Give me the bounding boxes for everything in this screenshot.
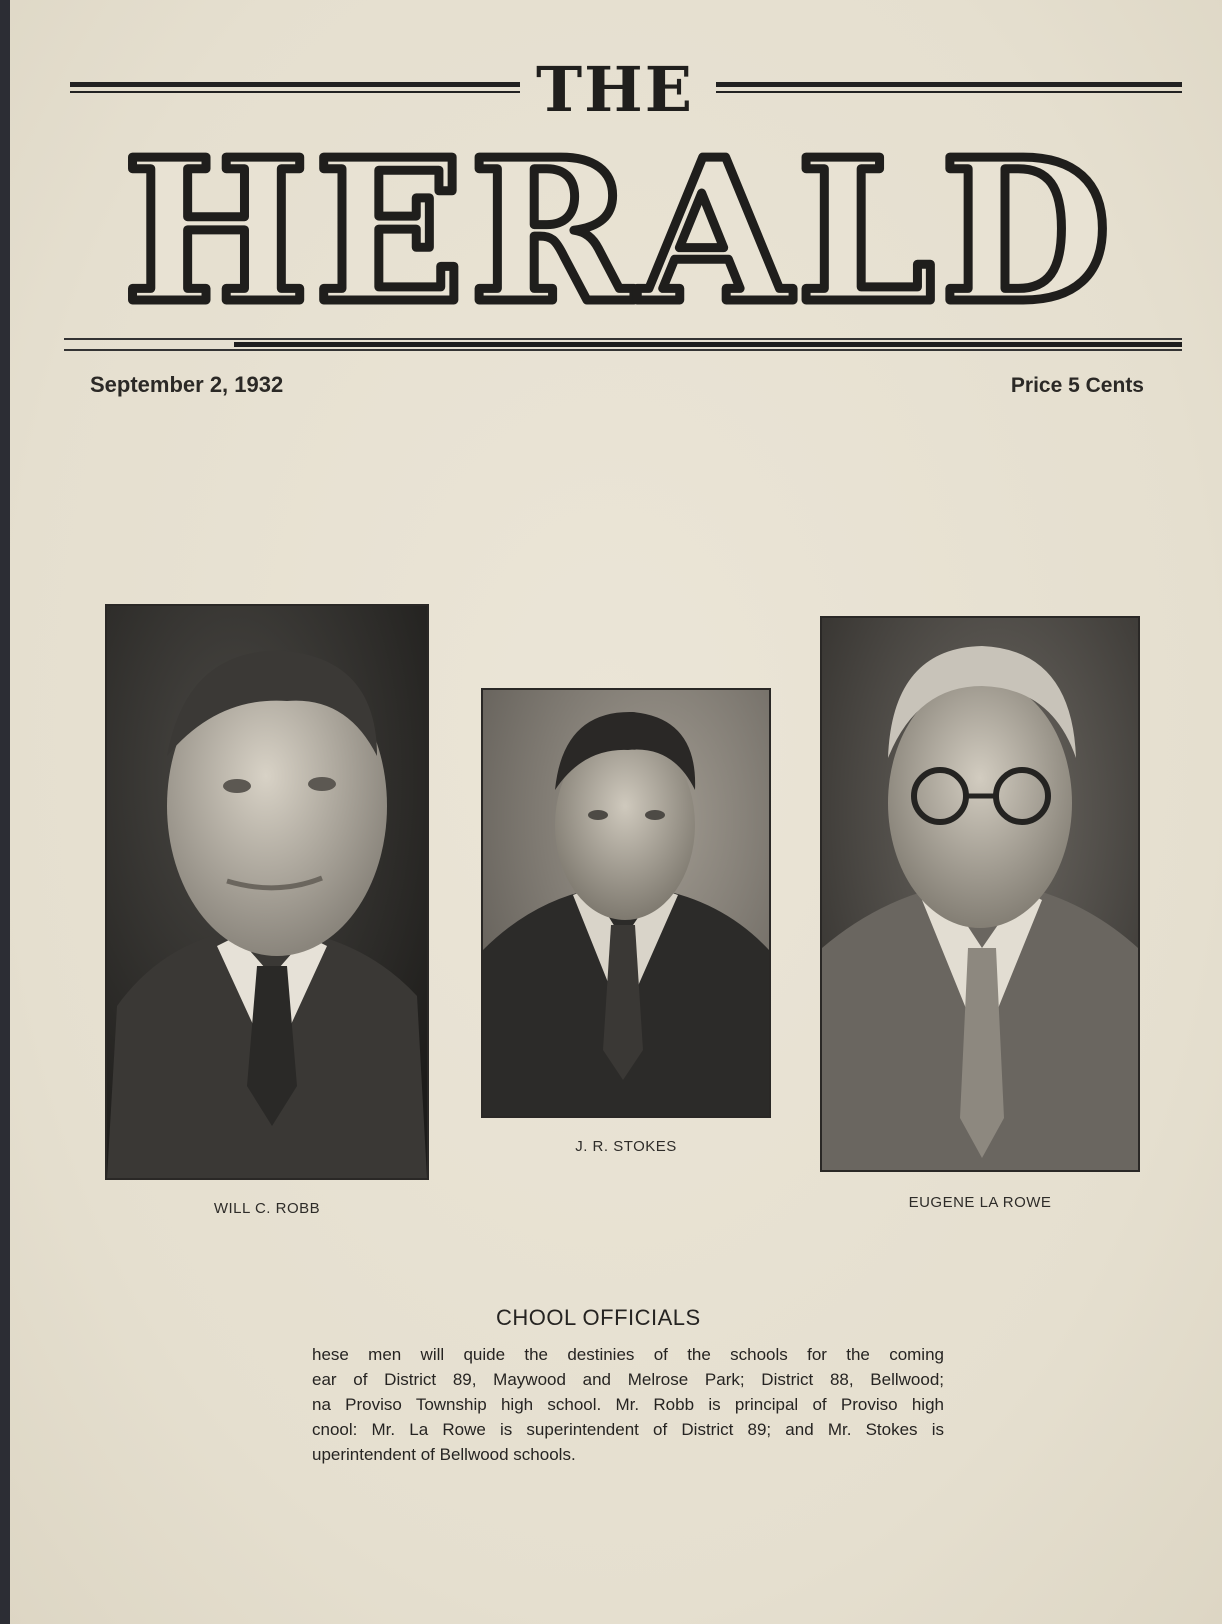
masthead-title (120, 138, 1120, 318)
binding-edge (0, 0, 10, 1624)
masthead-title-text: HERALD (123, 138, 1117, 318)
masthead-bottom-rule (64, 336, 1182, 352)
caption-eugene-la-rowe: EUGENE LA ROWE (908, 1194, 1052, 1211)
article-line: na Proviso Township high school. Mr. Robb is principal of Proviso high (312, 1395, 944, 1414)
masthead-the: THE (536, 53, 694, 126)
portrait-eugene-la-rowe (820, 616, 1140, 1172)
caption-j-r-stokes: J. R. STOKES (575, 1138, 677, 1155)
masthead-rule-right (716, 82, 1182, 93)
portrait-will-c-robb (105, 604, 429, 1180)
caption-will-c-robb: WILL C. ROBB (213, 1200, 321, 1217)
article-line: uperintendent of Bellwood schools. (312, 1445, 576, 1464)
masthead-rule-left (70, 82, 520, 93)
issue-date: September 2, 1932 (90, 372, 284, 397)
article-body (312, 1342, 944, 1467)
article-line: ear of District 89, Maywood and Melrose Park; District 88, Bellwood; (312, 1370, 944, 1389)
article-line: cnool: Mr. La Rowe is superintendent of District 89; and Mr. Stokes is (312, 1420, 944, 1439)
portrait-j-r-stokes (481, 688, 771, 1118)
article-heading: CHOOL OFFICIALS (496, 1305, 701, 1330)
issue-price: Price 5 Cents (1010, 374, 1144, 397)
article-line: hese men will quide the destinies of the schools for the coming (312, 1345, 944, 1364)
